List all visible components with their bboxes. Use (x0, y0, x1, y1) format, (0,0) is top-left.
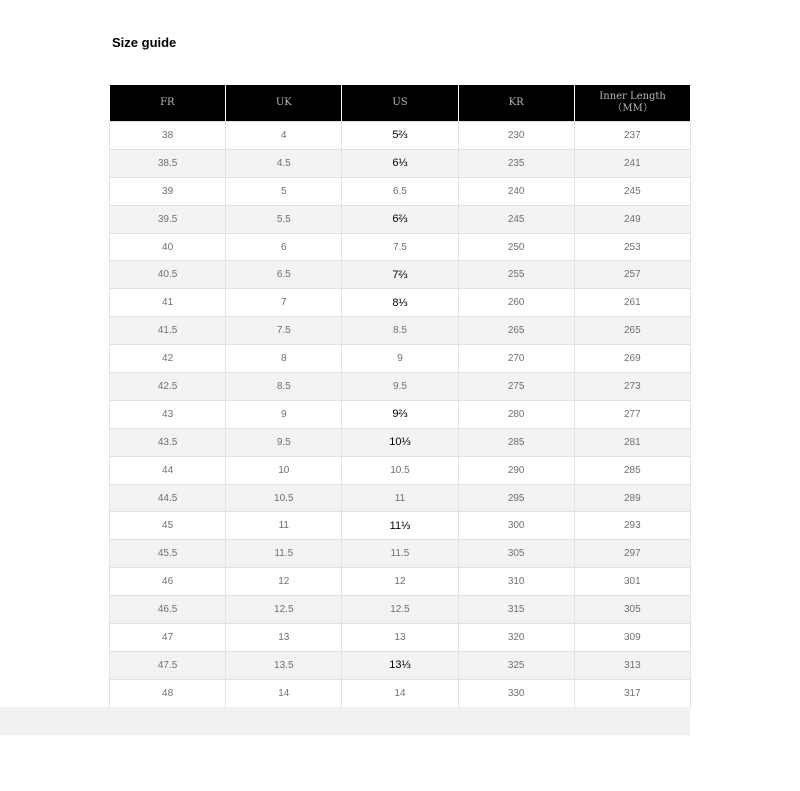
cell-inner-length: 313 (574, 651, 690, 679)
cell-us: 12 (342, 568, 458, 596)
cell-kr: 250 (458, 233, 574, 261)
cell-uk: 14 (226, 679, 342, 707)
cell-inner-length: 241 (574, 149, 690, 177)
cell-inner-length: 277 (574, 400, 690, 428)
cell-us: 12.5 (342, 596, 458, 624)
cell-kr: 290 (458, 456, 574, 484)
cell-us: 11⅓ (342, 512, 458, 540)
table-row (110, 679, 691, 707)
cell-fr: 46 (110, 568, 226, 596)
cell-fr: 46.5 (110, 596, 226, 624)
table-row (110, 484, 691, 512)
cell-uk: 12.5 (226, 596, 342, 624)
cell-kr: 285 (458, 428, 574, 456)
header-inner-length-label: Inner Length (599, 91, 666, 102)
cell-fr: 40 (110, 233, 226, 261)
cell-kr: 300 (458, 512, 574, 540)
table-row (110, 261, 691, 289)
cell-uk: 11.5 (226, 540, 342, 568)
cell-fr: 47.5 (110, 651, 226, 679)
cell-uk: 11 (226, 512, 342, 540)
cell-us: 11 (342, 484, 458, 512)
cell-inner-length: 281 (574, 428, 690, 456)
cell-us: 6⅓ (342, 149, 458, 177)
cell-kr: 270 (458, 345, 574, 373)
table-row (110, 345, 691, 373)
table-row (110, 373, 691, 401)
table-row (110, 651, 691, 679)
cell-fr: 38 (110, 122, 226, 150)
cell-us: 9⅔ (342, 400, 458, 428)
cell-uk: 9 (226, 400, 342, 428)
cell-uk: 12 (226, 568, 342, 596)
cell-fr: 45.5 (110, 540, 226, 568)
cell-kr: 280 (458, 400, 574, 428)
page-title: Size guide (112, 35, 177, 50)
cell-uk: 9.5 (226, 428, 342, 456)
cell-us: 8⅓ (342, 289, 458, 317)
cell-inner-length: 257 (574, 261, 690, 289)
cell-kr: 330 (458, 679, 574, 707)
cell-kr: 260 (458, 289, 574, 317)
cell-uk: 7.5 (226, 317, 342, 345)
cell-kr: 305 (458, 540, 574, 568)
cell-uk: 5 (226, 177, 342, 205)
cell-uk: 7 (226, 289, 342, 317)
header-kr: KR (458, 85, 574, 122)
table-row (110, 122, 691, 150)
cell-fr: 39 (110, 177, 226, 205)
cell-us: 13⅓ (342, 651, 458, 679)
cell-inner-length: 253 (574, 233, 690, 261)
cell-uk: 4 (226, 122, 342, 150)
cell-uk: 8 (226, 345, 342, 373)
cell-us: 10⅓ (342, 428, 458, 456)
table-row (110, 205, 691, 233)
header-inner-length (574, 85, 690, 122)
cell-us: 6⅔ (342, 205, 458, 233)
cell-inner-length: 305 (574, 596, 690, 624)
table-row (110, 177, 691, 205)
header-inner-length-unit: （MM） (612, 103, 653, 114)
cell-kr: 275 (458, 373, 574, 401)
cell-inner-length: 317 (574, 679, 690, 707)
table-row (110, 456, 691, 484)
table-row (110, 233, 691, 261)
cell-kr: 265 (458, 317, 574, 345)
cell-kr: 255 (458, 261, 574, 289)
cell-us: 8.5 (342, 317, 458, 345)
cell-fr: 41 (110, 289, 226, 317)
cell-us: 10.5 (342, 456, 458, 484)
cell-inner-length: 273 (574, 373, 690, 401)
cell-inner-length: 249 (574, 205, 690, 233)
cell-us: 7.5 (342, 233, 458, 261)
cell-us: 9.5 (342, 373, 458, 401)
table-header-row (110, 85, 691, 122)
cell-kr: 325 (458, 651, 574, 679)
cell-inner-length: 237 (574, 122, 690, 150)
table-row (110, 400, 691, 428)
cell-fr: 38.5 (110, 149, 226, 177)
cell-inner-length: 293 (574, 512, 690, 540)
cell-kr: 245 (458, 205, 574, 233)
cell-inner-length: 265 (574, 317, 690, 345)
cell-kr: 320 (458, 624, 574, 652)
table-row (110, 596, 691, 624)
table-row (110, 428, 691, 456)
cell-kr: 235 (458, 149, 574, 177)
table-row (110, 512, 691, 540)
cell-uk: 13.5 (226, 651, 342, 679)
table-row (110, 568, 691, 596)
cell-fr: 40.5 (110, 261, 226, 289)
cell-inner-length: 309 (574, 624, 690, 652)
cell-us: 11.5 (342, 540, 458, 568)
cell-us: 14 (342, 679, 458, 707)
cell-kr: 295 (458, 484, 574, 512)
cell-us: 6.5 (342, 177, 458, 205)
cell-fr: 47 (110, 624, 226, 652)
table-row (110, 540, 691, 568)
cell-uk: 5.5 (226, 205, 342, 233)
cell-fr: 42 (110, 345, 226, 373)
cell-fr: 43.5 (110, 428, 226, 456)
cell-inner-length: 261 (574, 289, 690, 317)
cell-fr: 39.5 (110, 205, 226, 233)
cell-us: 9 (342, 345, 458, 373)
cell-uk: 10.5 (226, 484, 342, 512)
cell-fr: 45 (110, 512, 226, 540)
cell-inner-length: 245 (574, 177, 690, 205)
cell-us: 5⅔ (342, 122, 458, 150)
cell-us: 13 (342, 624, 458, 652)
cell-inner-length: 301 (574, 568, 690, 596)
cell-inner-length: 297 (574, 540, 690, 568)
cell-uk: 6 (226, 233, 342, 261)
cell-uk: 6.5 (226, 261, 342, 289)
cell-kr: 315 (458, 596, 574, 624)
size-guide-table (109, 85, 691, 708)
cell-fr: 44 (110, 456, 226, 484)
cell-uk: 10 (226, 456, 342, 484)
cell-uk: 13 (226, 624, 342, 652)
table-row (110, 624, 691, 652)
table-row (110, 149, 691, 177)
bottom-band (0, 707, 690, 735)
cell-fr: 48 (110, 679, 226, 707)
cell-fr: 42.5 (110, 373, 226, 401)
cell-inner-length: 285 (574, 456, 690, 484)
table-row (110, 289, 691, 317)
header-uk: UK (226, 85, 342, 122)
cell-fr: 44.5 (110, 484, 226, 512)
table-row (110, 317, 691, 345)
cell-us: 7⅔ (342, 261, 458, 289)
cell-fr: 41.5 (110, 317, 226, 345)
cell-uk: 8.5 (226, 373, 342, 401)
cell-kr: 230 (458, 122, 574, 150)
cell-inner-length: 269 (574, 345, 690, 373)
cell-kr: 240 (458, 177, 574, 205)
header-fr: FR (110, 85, 226, 122)
cell-uk: 4.5 (226, 149, 342, 177)
cell-fr: 43 (110, 400, 226, 428)
cell-kr: 310 (458, 568, 574, 596)
header-us: US (342, 85, 458, 122)
cell-inner-length: 289 (574, 484, 690, 512)
